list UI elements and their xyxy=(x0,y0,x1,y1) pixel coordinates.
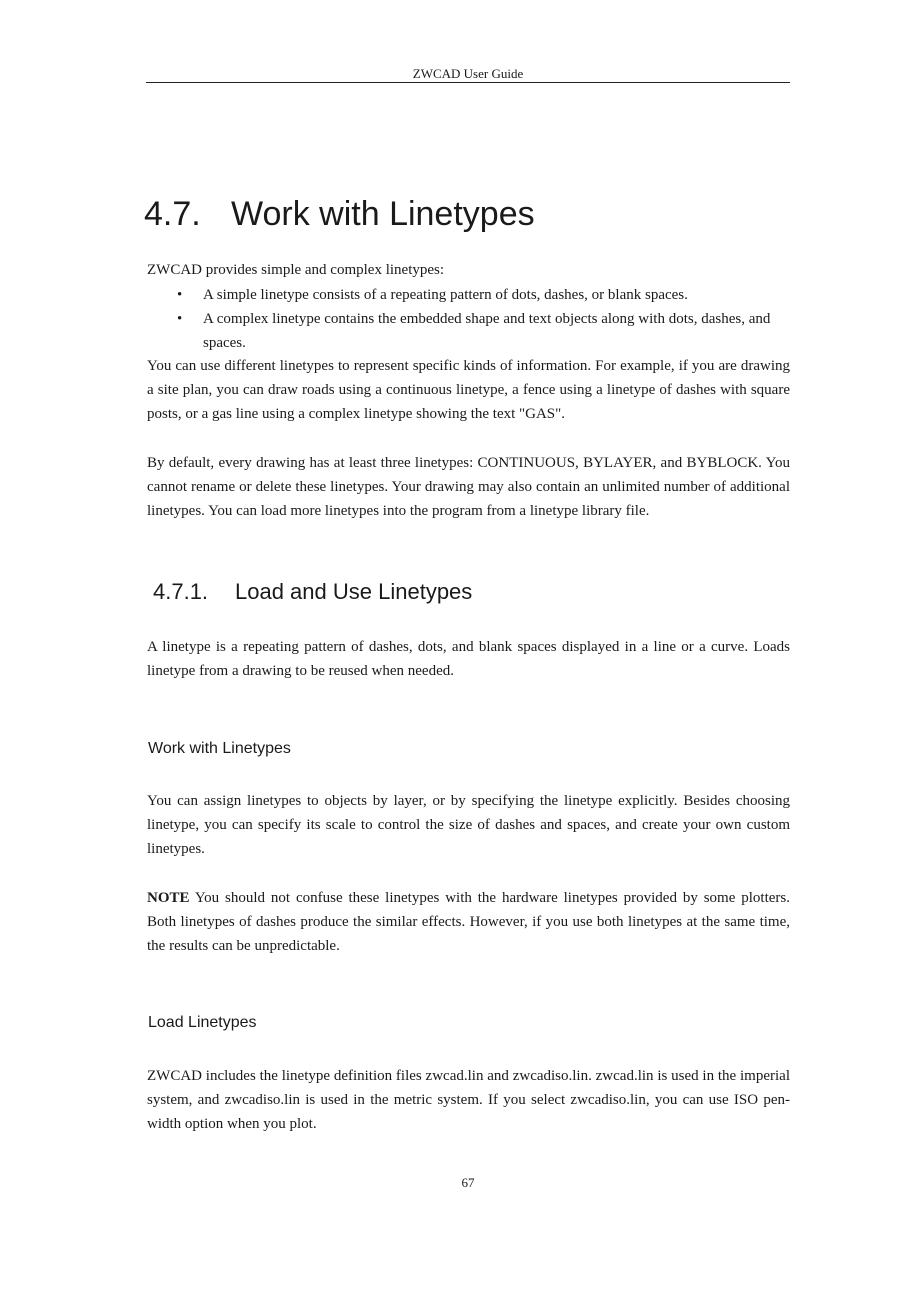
paragraph-linetype-definition: A linetype is a repeating pattern of dashes, dots, and blank spaces displayed in a line or a curve. Loads linetype from a drawing to be reused when needed. xyxy=(147,639,790,679)
list-item xyxy=(147,307,790,355)
list-item xyxy=(147,283,790,307)
paragraph-assign-linetypes: You can assign linetypes to objects by layer, or by specifying the linetype explicitly. Besides choosing linetype, you can specify its scale to control the size of dashes and spaces, and create your own custom linetypes. xyxy=(147,793,790,857)
paragraph-linetype-files: ZWCAD includes the linetype definition files zwcad.lin and zwcadiso.lin. zwcad.lin is used in the imperial system, and zwcadiso.lin is used in the metric system. If you select zwcadiso.lin, you can use ISO pen-width option when you plot. xyxy=(147,1068,790,1132)
subsection-title: Load and Use Linetypes xyxy=(235,579,473,604)
note-label: NOTE xyxy=(147,890,190,906)
section-intro: ZWCAD provides simple and complex linetypes: xyxy=(147,262,445,278)
heading-load-linetypes: Load Linetypes xyxy=(148,1014,257,1031)
linetype-bullet-list xyxy=(147,283,790,355)
header-rule xyxy=(146,82,790,83)
note-text: You should not confuse these linetypes with the hardware linetypes provided by some plotters. Both linetypes of dashes produce the similar effects. However, if you use both linetypes at the same time, the results can be unpredictable. xyxy=(147,890,790,954)
bullet-text: A simple linetype consists of a repeating pattern of dots, dashes, or blank spaces. xyxy=(203,287,688,303)
section-title: Work with Linetypes xyxy=(231,195,535,233)
bullet-icon: • xyxy=(177,287,183,303)
subsection-number: 4.7.1. xyxy=(153,579,209,604)
running-header: ZWCAD User Guide xyxy=(412,66,524,81)
page-number: 67 xyxy=(461,1175,475,1190)
bullet-icon: • xyxy=(177,311,183,327)
paragraph-linetype-usage: You can use different linetypes to represent specific kinds of information. For example, if you are drawing a site plan, you can draw roads using a continuous linetype, a fence using a linetype of dashes with square posts, or a gas line using a complex linetype showing the text "GAS". xyxy=(147,358,790,422)
subsection-heading xyxy=(153,576,472,608)
note-paragraph xyxy=(147,886,790,958)
bullet-text: A complex linetype contains the embedded shape and text objects along with dots, dashes, and spaces. xyxy=(203,311,771,351)
section-heading xyxy=(144,190,535,238)
paragraph-default-linetypes: By default, every drawing has at least three linetypes: CONTINUOUS, BYLAYER, and BYBLOCK. You cannot rename or delete these linetypes. Your drawing may also contain an unlimited number of additional linetypes. You can load more linetypes into the program from a linetype library file. xyxy=(147,455,790,519)
heading-work-with-linetypes: Work with Linetypes xyxy=(148,740,291,757)
section-number: 4.7. xyxy=(144,195,201,233)
